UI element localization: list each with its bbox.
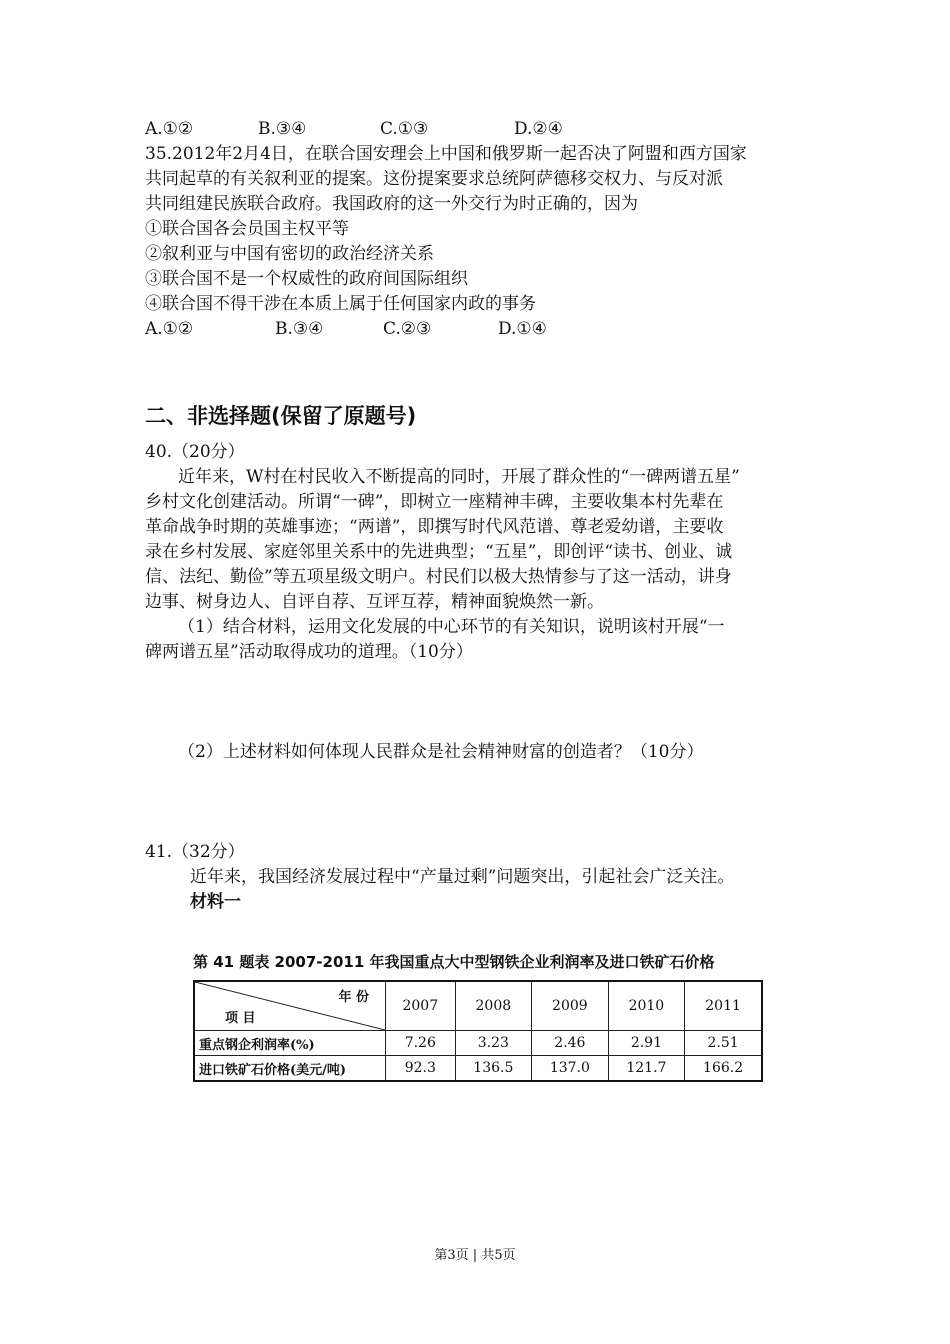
q34-option-a: A.①② <box>145 119 194 139</box>
table-cell: 92.3 <box>386 1056 456 1082</box>
table-row <box>194 1031 762 1056</box>
q34-option-b: B.③④ <box>258 119 307 139</box>
q40-material-line: 信、法纪、勤俭”等五项星级文明户。村民们以极大热情参与了这一活动，讲身 <box>145 567 732 587</box>
q41-intro: 近年来，我国经济发展过程中“产量过剩”问题突出，引起社会广泛关注。 <box>190 867 735 887</box>
table-header-row <box>194 981 762 1031</box>
q35-option-c: C.②③ <box>383 319 432 339</box>
q40-material-line: 边事、树身边人、自评自荐、互评互荐，精神面貌焕然一新。 <box>145 592 604 612</box>
q41-header: 41.（32分） <box>145 842 245 862</box>
diagonal-header-cell <box>194 981 386 1031</box>
q35-line: 共同起草的有关叙利亚的提案。这份提案要求总统阿萨德移交权力、与反对派 <box>145 169 723 189</box>
year-header-cell: 2011 <box>685 981 762 1031</box>
q35-line: 35.2012年2月4日，在联合国安理会上中国和俄罗斯一起否决了阿盟和西方国家 <box>145 144 747 164</box>
q41-data-table <box>193 980 763 1082</box>
q35-statement-1: ①联合国各会员国主权平等 <box>145 219 349 239</box>
year-header-cell: 2007 <box>386 981 456 1031</box>
q35-option-b: B.③④ <box>275 319 324 339</box>
row-label: 进口铁矿石价格(美元/吨) <box>194 1056 386 1082</box>
q40-sub1-line: （1）结合材料，运用文化发展的中心环节的有关知识，说明该村开展“一 <box>178 617 725 637</box>
table-cell: 137.0 <box>532 1056 609 1082</box>
page-footer: 第3页 | 共5页 <box>434 1248 516 1263</box>
q40-sub2: （2）上述材料如何体现人民群众是社会精神财富的创造者？（10分） <box>178 742 704 762</box>
table-cell: 2.91 <box>608 1031 685 1056</box>
q40-material-line: 录在乡村发展、家庭邻里关系中的先进典型；“五星”，即创评“读书、创业、诚 <box>145 542 733 562</box>
q40-material-line: 乡村文化创建活动。所谓“一碑”，即树立一座精神丰碑，主要收集本村先辈在 <box>145 492 724 512</box>
q41-table-caption: 第 41 题表 2007-2011 年我国重点大中型钢铁企业利润率及进口铁矿石价格 <box>193 953 715 971</box>
q35-option-d: D.①④ <box>498 319 547 339</box>
table-cell: 2.46 <box>532 1031 609 1056</box>
q41-material-label: 材料一 <box>190 892 241 912</box>
year-header-cell: 2008 <box>455 981 532 1031</box>
q40-sub1-line: 碑两谱五星”活动取得成功的道理。（10分） <box>145 642 473 662</box>
q40-header: 40.（20分） <box>145 442 245 462</box>
table-cell: 166.2 <box>685 1056 762 1082</box>
q41-table <box>193 952 765 1082</box>
row-label: 重点钢企利润率(%) <box>194 1031 386 1056</box>
section-heading: 二、非选择题(保留了原题号) <box>145 404 417 428</box>
q35-statement-4: ④联合国不得干涉在本质上属于任何国家内政的事务 <box>145 294 536 314</box>
table-cell: 121.7 <box>608 1056 685 1082</box>
q34-option-c: C.①③ <box>380 119 429 139</box>
table-row <box>194 1056 762 1082</box>
q34-option-d: D.②④ <box>514 119 563 139</box>
year-header-cell: 2010 <box>608 981 685 1031</box>
table-cell: 136.5 <box>455 1056 532 1082</box>
q40-material-line: 革命战争时期的英雄事迹；“两谱”，即撰写时代风范谱、尊老爱幼谱，主要收 <box>145 517 724 537</box>
table-cell: 3.23 <box>455 1031 532 1056</box>
q35-line: 共同组建民族联合政府。我国政府的这一外交行为时正确的，因为 <box>145 194 638 214</box>
q35-option-a: A.①② <box>145 319 194 339</box>
q40-material-line: 近年来，W村在村民收入不断提高的同时，开展了群众性的“一碑两谱五星” <box>178 467 740 487</box>
q35-statement-2: ②叙利亚与中国有密切的政治经济关系 <box>145 244 434 264</box>
year-header-cell: 2009 <box>532 981 609 1031</box>
table-cell: 2.51 <box>685 1031 762 1056</box>
table-cell: 7.26 <box>386 1031 456 1056</box>
header-year-label: 年 份 <box>338 990 369 1005</box>
q35-statement-3: ③联合国不是一个权威性的政府间国际组织 <box>145 269 468 289</box>
header-item-label: 项 目 <box>225 1011 256 1026</box>
